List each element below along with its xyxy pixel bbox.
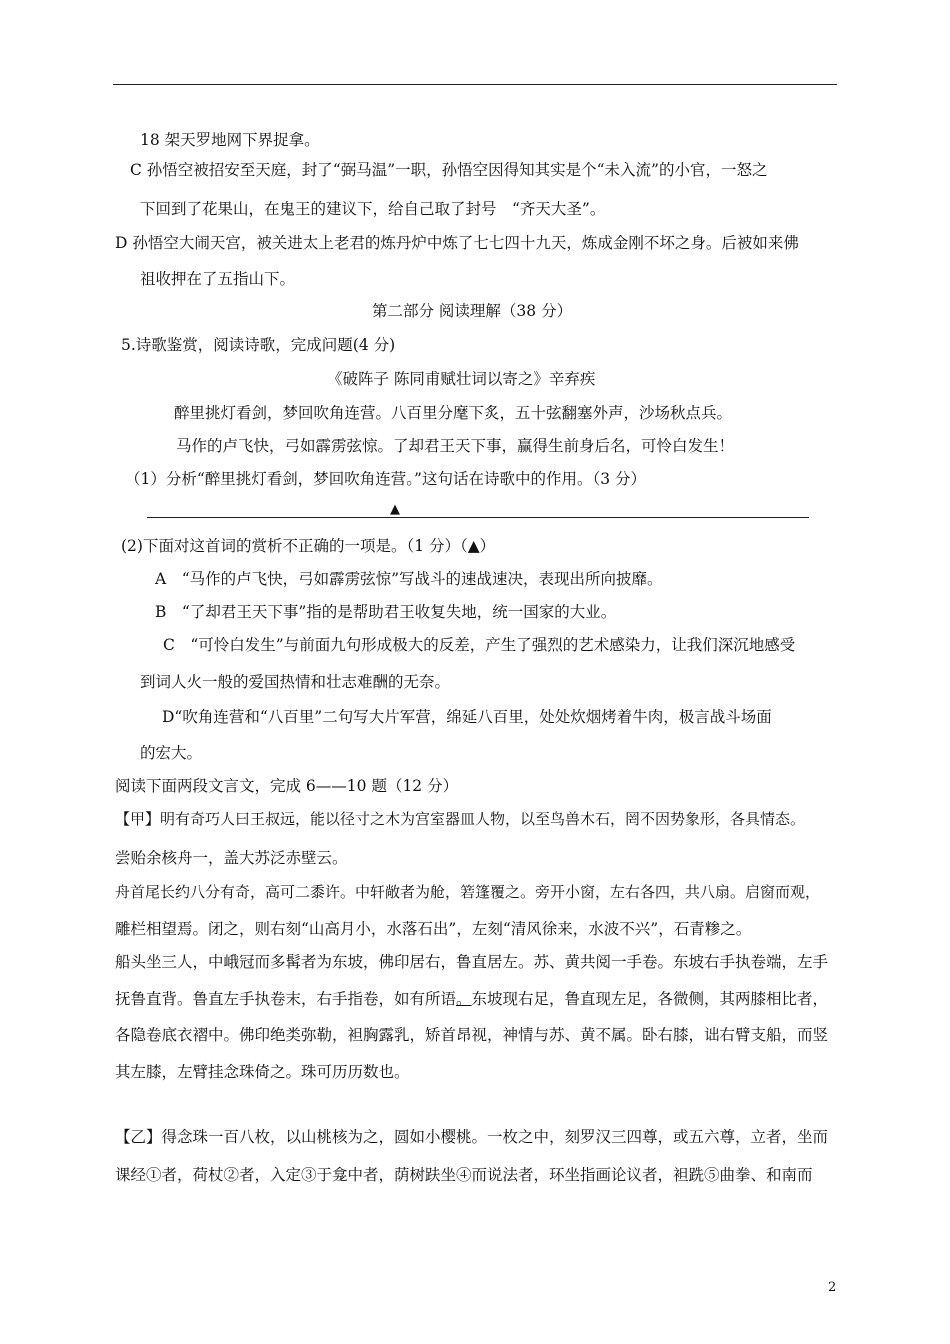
page-number: 2 bbox=[828, 1280, 837, 1295]
text-line: 祖收押在了五指山下。 bbox=[140, 270, 296, 288]
question-text: （1）分析“醉里挑灯看剑，梦回吹角连营。”这句话在诗歌中的作用。（3 分） bbox=[125, 470, 647, 488]
option-d: D“吹角连营和“八百里”二句写大片军营，绵延八百里，处处炊烟烤着牛肉，极言战斗场面 bbox=[162, 708, 772, 726]
text-line: 雕栏相望焉。闭之，则右刻“山高月小，水落石出”，左刻“清风徐来，水波不兴”，石青糁之。 bbox=[115, 920, 752, 938]
text-line bbox=[115, 989, 828, 1009]
text-line: 船头坐三人，中峨冠而多髯者为东坡，佛印居右，鲁直居左。苏、黄共阅一手卷。东坡右手执卷端，左手 bbox=[115, 953, 829, 971]
text-line: 各隐卷底衣褶中。佛印绝类弥勒，袒胸露乳，矫首昂视，神情与苏、黄不属。卧右膝，诎右臂支船，而竖 bbox=[115, 1026, 829, 1044]
text-line: D 孙悟空大闹天宫，被关进太上老君的炼丹炉中炼了七七四十九天，炼成金刚不坏之身。后被如来佛 bbox=[115, 234, 799, 252]
poem-title: 《破阵子 陈同甫赋壮词以寄之》辛弃疾 bbox=[327, 370, 596, 388]
answer-line bbox=[147, 517, 809, 518]
text-segment: 抚鲁直背。鲁直左手执卷末，右手指卷，如有所语 bbox=[115, 990, 457, 1008]
answer-marker-icon: ▲ bbox=[390, 502, 400, 517]
text-line: 尝贻余核舟一，盖大苏泛赤壁云。 bbox=[115, 849, 348, 867]
text-line: 【甲】明有奇巧人曰王叔远，能以径寸之木为宫室器皿人物，以至鸟兽木石，罔不因势象形，各具情态。 bbox=[115, 810, 806, 828]
underlined-mark: 。 bbox=[456, 990, 472, 1008]
text-line: 【乙】得念珠一百八枚，以山桃核为之，圆如小樱桃。一枚之中，刻罗汉三四尊，或五六尊，立者，坐而 bbox=[115, 1128, 829, 1146]
text-segment: 东坡现右足，鲁直现左足，各微侧，其两膝相比者， bbox=[471, 990, 829, 1008]
poem-line: 马作的卢飞快，弓如霹雳弦惊。了却君王天下事，赢得生前身后名，可怜白发生！ bbox=[176, 437, 735, 455]
question-heading: 5.诗歌鉴赏，阅读诗歌，完成问题(4 分) bbox=[121, 336, 396, 354]
option-c-cont: 到词人火一般的爱国热情和壮志难酬的无奈。 bbox=[140, 673, 451, 691]
text-line: 18 架天罗地网下界捉拿。 bbox=[140, 131, 320, 149]
option-d-cont: 的宏大。 bbox=[140, 744, 203, 762]
text-line: C 孙悟空被招安至天庭，封了“弼马温”一职，孙悟空因得知其实是个“未入流”的小官，一怒之 bbox=[130, 161, 768, 179]
header-rule bbox=[113, 84, 837, 85]
poem-line: 醉里挑灯看剑，梦回吹角连营。八百里分麾下炙，五十弦翻塞外声，沙场秋点兵。 bbox=[174, 404, 733, 422]
option-b: B “了却君王天下事”指的是帮助君王收复失地，统一国家的大业。 bbox=[155, 603, 617, 621]
text-line: 下回到了花果山，在鬼王的建议下，给自己取了封号 “齐天大圣”。 bbox=[140, 200, 606, 218]
text-line: 舟首尾长约八分有奇，高可二黍许。中轩敞者为舱，箬篷覆之。旁开小窗，左右各四，共八扇。启窗而观， bbox=[115, 883, 821, 901]
option-c: C “可怜白发生”与前面九句形成极大的反差，产生了强烈的艺术感染力，让我们深沉地感受 bbox=[163, 636, 796, 654]
text-line: 课经①者，荷杖②者，入定③于龛中者，荫树趺坐④而说法者，环坐指画论议者，袒跣⑤曲拳、和南而 bbox=[115, 1166, 813, 1184]
option-a: A “马作的卢飞快，弓如霹雳弦惊”写战斗的速战速决，表现出所向披靡。 bbox=[155, 570, 663, 588]
instruction: 阅读下面两段文言文，完成 6——10 题（12 分） bbox=[115, 777, 459, 795]
question-text: (2)下面对这首词的赏析不正确的一项是。（1 分）（▲） bbox=[121, 537, 496, 555]
section-heading: 第二部分 阅读理解（38 分） bbox=[372, 302, 573, 320]
text-line: 其左膝，左臂挂念珠倚之。珠可历历数也。 bbox=[115, 1063, 410, 1081]
